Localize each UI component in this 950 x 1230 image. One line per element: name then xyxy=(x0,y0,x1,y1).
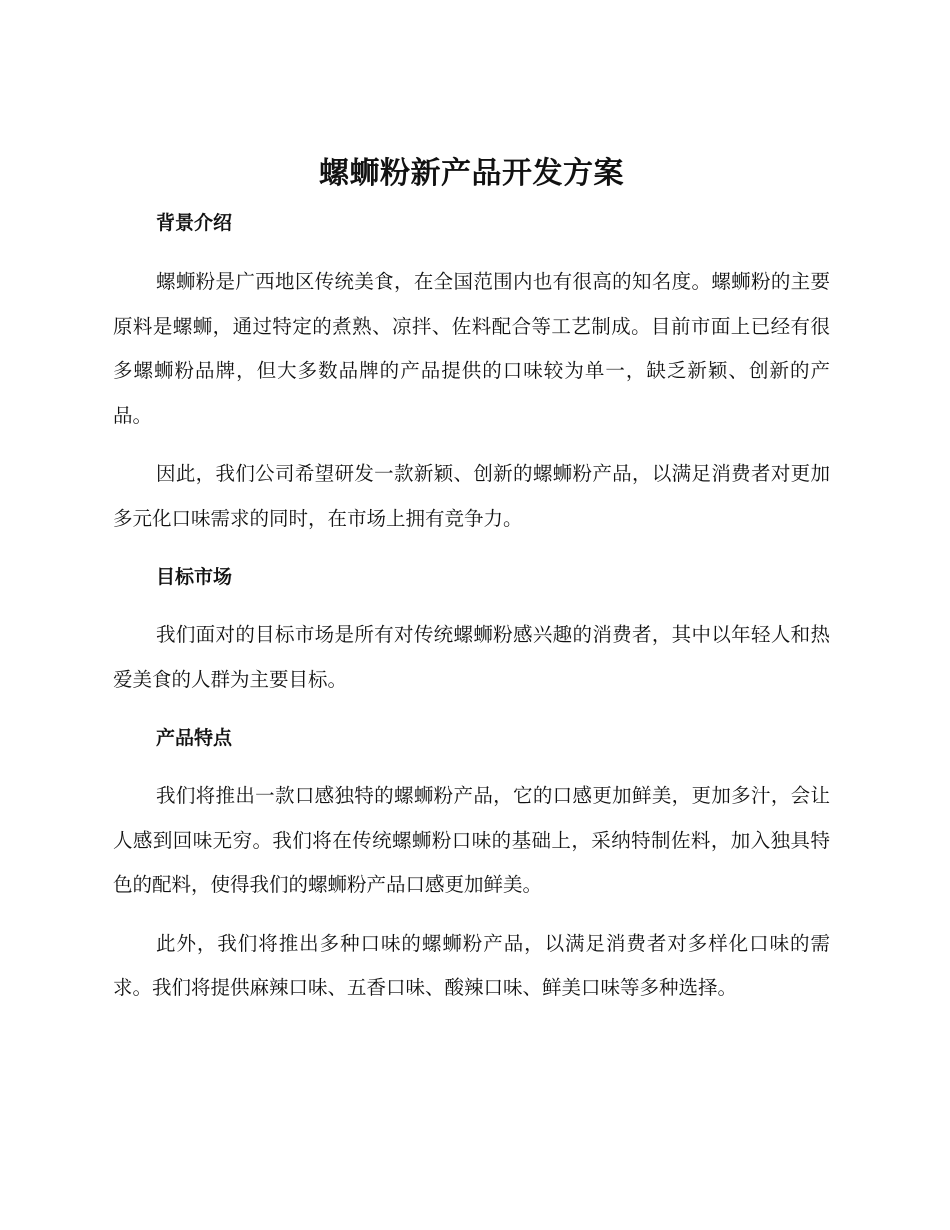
paragraph-product-features-2: 此外，我们将推出多种口味的螺蛳粉产品，以满足消费者对多样化口味的需求。我们将提供麻辣口味、五香口味、酸辣口味、鲜美口味等多种选择。 xyxy=(113,931,830,999)
paragraph-background-2: 因此，我们公司希望研发一款新颖、创新的螺蛳粉产品，以满足消费者对更加多元化口味需求的同时，在市场上拥有竞争力。 xyxy=(113,462,830,530)
document-page xyxy=(113,150,830,1011)
paragraph-product-features-1: 我们将推出一款口感独特的螺蛳粉产品，它的口感更加鲜美，更加多汁，会让人感到回味无穷。我们将在传统螺蛳粉口味的基础上，采纳特制佐料，加入独具特色的配料，使得我们的螺蛳粉产品口感更加鲜美。 xyxy=(113,784,830,896)
section-heading-background: 背景介绍 xyxy=(156,212,233,234)
document-title: 螺蛳粉新产品开发方案 xyxy=(319,156,624,191)
section-heading-target-market: 目标市场 xyxy=(156,566,233,588)
paragraph-target-market-1: 我们面对的目标市场是所有对传统螺蛳粉感兴趣的消费者，其中以年轻人和热爱美食的人群为主要目标。 xyxy=(113,623,830,691)
paragraph-background-1: 螺蛳粉是广西地区传统美食，在全国范围内也有很高的知名度。螺蛳粉的主要原料是螺蛳，通过特定的煮熟、凉拌、佐料配合等工艺制成。目前市面上已经有很多螺蛳粉品牌，但大多数品牌的产品提供的口味较为单一，缺乏新颖、创新的产品。 xyxy=(113,270,830,427)
section-heading-product-features: 产品特点 xyxy=(156,727,233,749)
